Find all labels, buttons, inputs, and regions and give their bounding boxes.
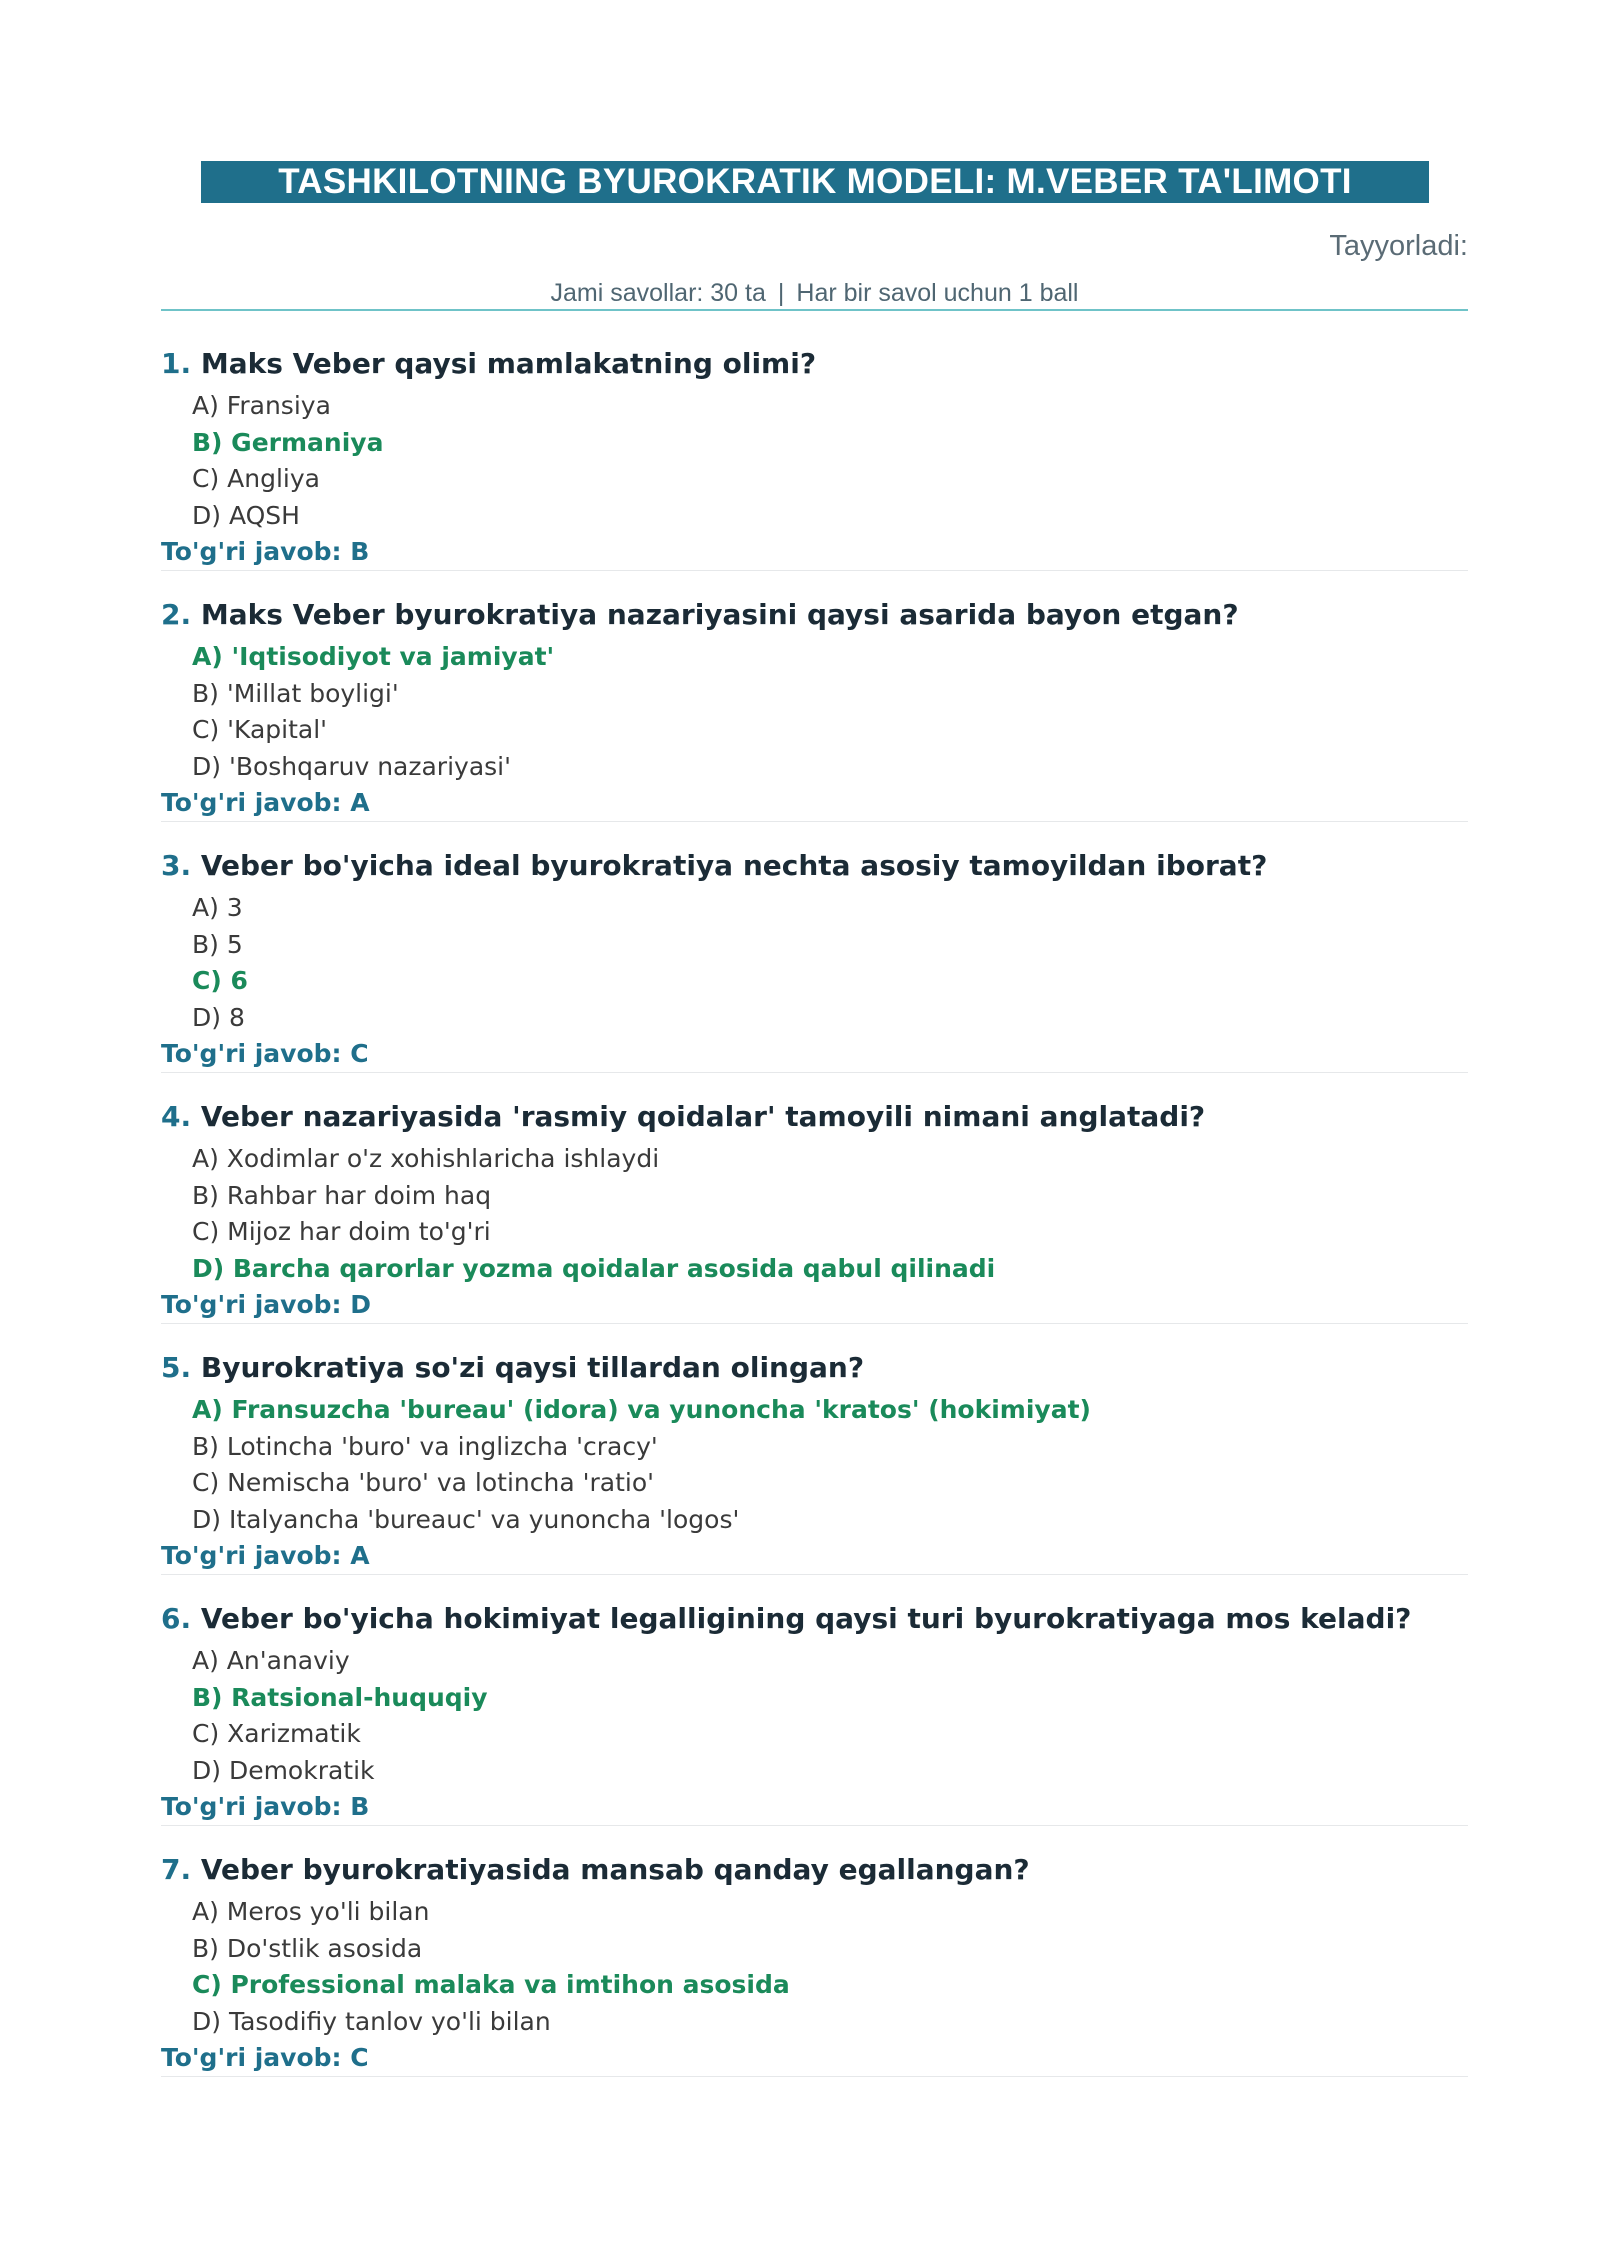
correct-answer-label: To'g'ri javob: A [161, 1541, 370, 1570]
question-number: 6. [161, 1602, 192, 1635]
correct-option: C) 6 [192, 966, 248, 995]
answer-option: B) 5 [192, 929, 243, 959]
answer-option: B) 'Millat boyligi' [192, 678, 399, 708]
question-divider [161, 1574, 1468, 1575]
correct-answer-label: To'g'ri javob: B [161, 1792, 370, 1821]
question-title [161, 345, 1468, 383]
question-number: 2. [161, 598, 192, 631]
question-number: 1. [161, 347, 192, 380]
answer-option: C) Nemischa 'buro' va lotincha 'ratio' [192, 1468, 654, 1497]
question-title [161, 1098, 1468, 1136]
answer-option: D) Demokratik [192, 1755, 375, 1785]
question-text: Byurokratiya so'zi qaysi tillardan olingan? [200, 1351, 865, 1384]
question-title [161, 1851, 1468, 1889]
answer-option: B) Rahbar har doim haq [192, 1180, 492, 1210]
meta-separator: | [777, 279, 785, 307]
answer-option: D) Italyancha 'bureauc' va yunoncha 'logos' [192, 1504, 740, 1534]
answer-options [192, 1141, 1468, 1287]
answer-option: C) 'Kapital' [192, 715, 328, 744]
answer-option: D) AQSH [192, 500, 300, 530]
question-item [161, 1349, 1468, 1575]
correct-answer-label: To'g'ri javob: D [161, 1290, 371, 1319]
correct-answer-label: To'g'ri javob: C [161, 1039, 369, 1068]
answer-option: C) Xarizmatik [192, 1719, 361, 1748]
total-questions: Jami savollar: 30 ta [550, 279, 766, 307]
question-number: 7. [161, 1853, 192, 1886]
answer-option: D) 8 [192, 1002, 245, 1032]
answer-option: A) 3 [192, 893, 243, 922]
question-number: 3. [161, 849, 192, 882]
answer-option: A) Fransiya [192, 391, 331, 420]
correct-option: A) 'Iqtisodiyot va jamiyat' [192, 642, 555, 671]
question-item [161, 1098, 1468, 1324]
answer-option: D) Tasodifiy tanlov yo'li bilan [192, 2006, 551, 2036]
question-text: Veber bo'yicha ideal byurokratiya nechta asosiy tamoyildan iborat? [200, 849, 1268, 882]
question-number: 5. [161, 1351, 192, 1384]
correct-option: B) Germaniya [192, 427, 384, 457]
header-divider [161, 309, 1468, 311]
answer-options [192, 388, 1468, 534]
correct-answer-label: To'g'ri javob: B [161, 537, 370, 566]
correct-answer-label: To'g'ri javob: C [161, 2043, 369, 2072]
correct-option: C) Professional malaka va imtihon asosida [192, 1970, 790, 1999]
question-divider [161, 2076, 1468, 2077]
correct-answer-label: To'g'ri javob: A [161, 788, 370, 817]
question-title [161, 596, 1468, 634]
question-item [161, 1600, 1468, 1826]
question-divider [161, 1072, 1468, 1073]
answer-option: C) Angliya [192, 464, 320, 493]
question-item [161, 345, 1468, 571]
answer-options [192, 1392, 1468, 1538]
question-item [161, 596, 1468, 822]
answer-option: D) 'Boshqaruv nazariyasi' [192, 751, 511, 781]
question-item [161, 1851, 1468, 2077]
prepared-by-label: Tayyorladi: [1329, 230, 1468, 262]
answer-option: A) Xodimlar o'z xohishlaricha ishlaydi [192, 1144, 660, 1173]
answer-option: A) An'anaviy [192, 1646, 350, 1675]
question-title [161, 1600, 1468, 1638]
scoring-info: Har bir savol uchun 1 ball [796, 279, 1079, 307]
correct-option: B) Ratsional-huquqiy [192, 1682, 488, 1712]
question-text: Veber bo'yicha hokimiyat legalligining qaysi turi byurokratiyaga mos keladi? [200, 1602, 1412, 1635]
question-divider [161, 1825, 1468, 1826]
answer-option: C) Mijoz har doim to'g'ri [192, 1217, 491, 1246]
question-divider [161, 1323, 1468, 1324]
answer-option: B) Do'stlik asosida [192, 1933, 423, 1963]
answer-options [192, 639, 1468, 785]
question-text: Veber nazariyasida 'rasmiy qoidalar' tamoyili nimani anglatadi? [200, 1100, 1206, 1133]
answer-options [192, 1894, 1468, 2040]
question-title [161, 1349, 1468, 1387]
question-number: 4. [161, 1100, 192, 1133]
question-divider [161, 821, 1468, 822]
question-title [161, 847, 1468, 885]
correct-option: D) Barcha qarorlar yozma qoidalar asosida qabul qilinadi [192, 1253, 996, 1283]
question-text: Maks Veber byurokratiya nazariyasini qaysi asarida bayon etgan? [200, 598, 1239, 631]
question-divider [161, 570, 1468, 571]
document-title: TASHKILOTNING BYUROKRATIK MODELI: M.VEBER TA'LIMOTI [278, 162, 1352, 201]
question-item [161, 847, 1468, 1073]
answer-option: B) Lotincha 'buro' va inglizcha 'cracy' [192, 1431, 658, 1461]
quiz-meta [161, 279, 1468, 308]
question-text: Veber byurokratiyasida mansab qanday egallangan? [200, 1853, 1030, 1886]
question-text: Maks Veber qaysi mamlakatning olimi? [200, 347, 817, 380]
title-banner [201, 161, 1429, 203]
answer-option: A) Meros yo'li bilan [192, 1897, 430, 1926]
correct-option: A) Fransuzcha 'bureau' (idora) va yunoncha 'kratos' (hokimiyat) [192, 1395, 1091, 1424]
answer-options [192, 1643, 1468, 1789]
answer-options [192, 890, 1468, 1036]
